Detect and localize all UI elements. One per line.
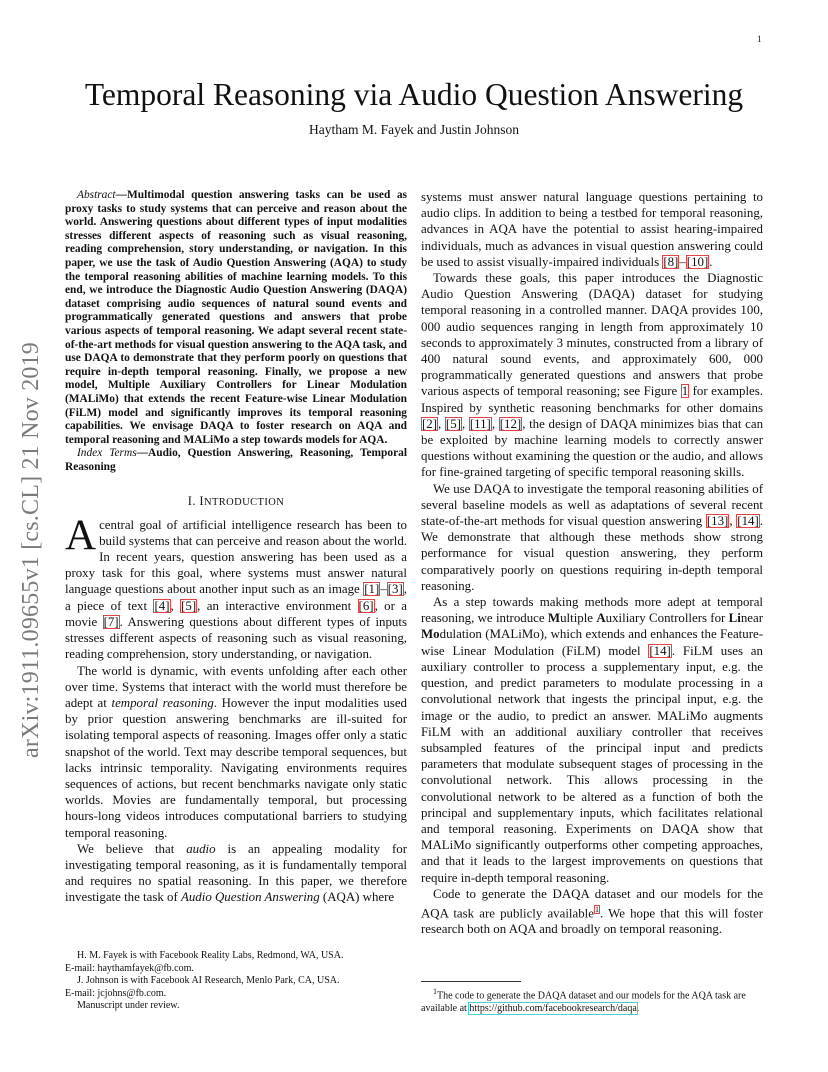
left-column bbox=[65, 189, 407, 906]
text-run: (AQA) where bbox=[319, 890, 395, 905]
citation-link[interactable]: [7] bbox=[103, 614, 119, 629]
text-run: uxiliary Controllers for bbox=[605, 611, 729, 626]
index-terms-text: Audio, Question Answering, Reasoning, Temporal Reasoning bbox=[65, 447, 407, 473]
footnote-link[interactable]: 1 bbox=[594, 904, 599, 914]
text-run: . We demonstrate that although these methods show strong performance for visual question answering, they perform comparatively poorly on questions requiring in-depth temporal reasoning. bbox=[421, 514, 763, 593]
section-number: I. bbox=[187, 494, 196, 509]
citation-link[interactable]: [12] bbox=[499, 416, 522, 431]
author-footnotes bbox=[65, 950, 407, 1013]
text-run: The code to generate the DAQA dataset and our models for the AQA task are available at bbox=[421, 990, 746, 1014]
text-run: . We hope that this will foster research both on AQA and broadly on temporal reasoning. bbox=[421, 906, 763, 937]
code-footnote bbox=[421, 986, 763, 1016]
text-run: We use DAQA to investigate the temporal reasoning abilities of several baseline models as well as adaptations of several recent state-of-the-art methods for visual question answering bbox=[421, 481, 763, 529]
abstract-label: Abstract bbox=[77, 189, 116, 201]
acronym-letter: Mo bbox=[421, 627, 440, 642]
footnote-line: E-mail: jcjohns@fb.com. bbox=[65, 987, 167, 999]
emphasis: audio bbox=[186, 841, 216, 856]
abstract: Abstract—Multimodal question answering tasks can be used as proxy tasks to study systems that can perceive and reason about the world. Answering questions about different types of input modalities stresses different aspects of reasoning such as visual reasoning, reading comprehension, story understanding, or navigation. In this paper, we use the task of Audio Question Answering (AQA) to study the temporal reasoning abilities of machine learning models. To this end, we introduce the Diagnostic Audio Question Answering (DAQA) dataset comprising audio sequences of natural sound events and programmatically generated questions and answers that probe various aspects of temporal reasoning. We adapt several recent state-of-the-art methods for visual question answering to the AQA task, and use DAQA to demonstrate that they perform poorly on questions that require in-depth temporal reasoning. Finally, we propose a new model, Multiple Auxiliary Controllers for Linear Modulation (MALiMo) that extends the recent Feature-wise Linear Modulation (FiLM) model and significantly improves its temporal reasoning capabilities. We envisage DAQA to foster research on AQA and temporal reasoning and MALiMo a step towards models for AQA. bbox=[65, 189, 407, 446]
citation-link[interactable]: [8] bbox=[663, 254, 679, 269]
intro-paragraph-1 bbox=[65, 511, 407, 663]
index-terms-label: Index Terms bbox=[77, 447, 137, 460]
text-run: We believe that bbox=[77, 841, 187, 856]
acronym-letter: Li bbox=[728, 611, 741, 626]
footnote-line: E-mail: haythamfayek@fb.com. bbox=[65, 962, 194, 974]
repository-link[interactable]: https://github.com/facebookresearch/daqa bbox=[469, 1002, 637, 1014]
citation-link[interactable]: [5] bbox=[181, 598, 197, 613]
text-run: As a step towards making methods more adept at temporal reasoning, we introduce bbox=[421, 595, 763, 626]
text-run: , bbox=[170, 598, 181, 613]
citation-link[interactable]: [5] bbox=[445, 416, 461, 431]
figure-link[interactable]: 1 bbox=[681, 384, 689, 399]
text-run: , bbox=[461, 416, 469, 431]
citation-link[interactable]: [1] bbox=[364, 582, 380, 597]
acronym-letter: A bbox=[596, 611, 606, 626]
citation-link[interactable]: [14] bbox=[737, 514, 759, 529]
footnote-line bbox=[421, 986, 763, 1016]
citation-link[interactable]: [3] bbox=[387, 582, 403, 597]
text-run: Code to generate the DAQA dataset and our models for the AQA task are publicly available bbox=[421, 886, 763, 921]
text-run: systems must answer natural language questions pertaining to audio clips. In addition to being a testbed for temporal reasoning, advances in AQA have the potential to assist hearing-impaired individuals, much as advances in visual question answering could be used to assist visually-impaired individuals bbox=[421, 190, 763, 269]
text-run: – bbox=[380, 582, 387, 597]
citation-link[interactable]: [13] bbox=[706, 514, 729, 529]
citation-link[interactable]: [11] bbox=[469, 416, 491, 431]
citation-link[interactable]: [4] bbox=[154, 598, 170, 613]
text-run: near bbox=[740, 611, 764, 626]
text-run: dulation (MALiMo), which extends and enhances the Feature-wise Linear Modulation (FiLM) model bbox=[421, 627, 763, 658]
text-run: , an interactive environment bbox=[197, 598, 358, 613]
text-run: . bbox=[709, 254, 713, 269]
footnote-mark: 1 bbox=[433, 987, 437, 996]
emphasis: temporal reasoning bbox=[111, 695, 214, 710]
text-run: . Answering questions about different types of inputs stresses different aspects of reasoning such as visual reasoning, reading comprehension, story understanding, or navigation. bbox=[65, 614, 407, 662]
drop-cap: A bbox=[65, 511, 97, 559]
text-run: central goal of artificial intelligence research has been to build systems that can perceive and reason about the world. In recent years, question answering has been used as a proxy task for this goal, where systems must answer natural language questions about another input such as an image bbox=[65, 517, 407, 597]
text-run: – bbox=[679, 254, 686, 269]
right-paragraph-4 bbox=[421, 886, 763, 938]
text-run: for examples. Inspired by synthetic reasoning benchmarks for other domains bbox=[421, 384, 763, 415]
citation-link[interactable]: [10] bbox=[686, 254, 709, 269]
right-paragraph-2 bbox=[421, 481, 763, 594]
paper-title: Temporal Reasoning via Audio Question Answering bbox=[84, 77, 744, 112]
text-run: , or a movie bbox=[65, 598, 407, 629]
page-number: 1 bbox=[757, 34, 762, 44]
text-run: . FiLM uses an auxiliary controller to process a supplementary input, e.g. the question, and predict parameters to modulate processing in a convolutional network that ingests the principal input, e.g. the image or the audio, to predict an answer. MALiMo augments FiLM with an additional auxiliary controller that receives subsampled features of the principal input and predicts parameters that modulate subsequent stages of processing in the convolutional network. This allows processing in the convolutional network to be altered as a function of both the principal and supplementary inputs, which facilitates relational and temporal reasoning. Experiments on DAQA show that MALiMo significantly outperforms other competing approaches, and that it leads to the largest improvements on questions that require in-depth temporal reasoning. bbox=[421, 643, 763, 885]
footnote-line: H. M. Fayek is with Facebook Reality Labs, Redmond, WA, USA. bbox=[77, 950, 344, 961]
right-paragraph-0 bbox=[421, 189, 763, 270]
paper-authors: Haytham M. Fayek and Justin Johnson bbox=[309, 122, 519, 137]
citation-link[interactable]: [14] bbox=[649, 643, 671, 658]
intro-paragraph-3 bbox=[65, 841, 407, 906]
intro-paragraph-2 bbox=[65, 663, 407, 841]
text-run: , bbox=[438, 416, 445, 431]
citation-link[interactable]: [2] bbox=[422, 416, 438, 431]
section-title-initial: I bbox=[199, 494, 204, 509]
right-paragraph-3 bbox=[421, 594, 763, 886]
text-run: . However the input modalities used by prior question answering benchmarks are ill-suited for isolating temporal aspects of reasoning. Images offer only a static snapshot of the world. Text may describe temporal sequences, but lacks intrinsic temporality. Navigating environments requires sequences of actions, but recent benchmarks navigate only static worlds. Movies are fundamentally temporal, but processing hours-long videos introduces computational barriers to studying temporal reasoning. bbox=[65, 695, 407, 840]
acronym-letter: M bbox=[547, 611, 561, 626]
text-run: , the design of DAQA minimizes bias that can be exploited by machine learning models to correctly answer questions without examining the question or the audio, and allows for fine-grained targeting of specific temporal reasoning skills. bbox=[421, 416, 764, 480]
section-heading-introduction bbox=[65, 493, 407, 511]
footnote-rule bbox=[421, 981, 521, 982]
section-title-rest: NTRODUCTION bbox=[203, 497, 285, 509]
text-run: , a piece of text bbox=[65, 582, 407, 613]
text-run: , bbox=[491, 416, 499, 431]
text-run: Towards these goals, this paper introduces the Diagnostic Audio Question Answering (DAQA) dataset for studying temporal reasoning in a controlled manner. DAQA provides 100, 000 audio sequences ranging in length from approximately 10 seconds to approximately 3 minutes, constructed from a library of 400 natural sound events, and approximately 600, 000 programmatically generated questions and answers that probe various aspects of temporal reasoning; see Figure bbox=[421, 271, 763, 399]
text-run: The world is dynamic, with events unfolding after each other over time. Systems that interact with the world must therefore be adept at bbox=[65, 663, 407, 710]
text-run: . bbox=[636, 1002, 640, 1014]
text-run: , bbox=[729, 514, 737, 529]
footnote-line: J. Johnson is with Facebook AI Research, Menlo Park, CA, USA. bbox=[77, 975, 340, 987]
abstract-text: Multimodal question answering tasks can be used as proxy tasks to study systems that can perceive and reason about the world. Answering questions about different types of input modalities stresses different aspects of reasoning such as visual reasoning, reading comprehension, story understanding, or navigation. In this paper, we use the task of Audio Question Answering (AQA) to study the temporal reasoning abilities of machine learning models. To this end, we introduce the Diagnostic Audio Question Answering (DAQA) dataset comprising audio sequences of natural sound events and programmatically generated questions and answers that probe various aspects of temporal reasoning. We adapt several recent state-of-the-art methods for visual question answering to the AQA task, and use DAQA to demonstrate that they perform poorly on questions that require in-depth temporal reasoning. Finally, we propose a new model, Multiple Auxiliary Controllers for Linear Modulation (MALiMo) that extends the recent Feature-wise Linear Modulation (FiLM) model and significantly improves its temporal reasoning capabilities. We envisage DAQA to foster research on AQA and temporal reasoning and MALiMo a step towards models for AQA. bbox=[65, 189, 407, 446]
right-paragraph-1 bbox=[421, 270, 763, 481]
index-terms: Index Terms—Audio, Question Answering, Reasoning, Temporal Reasoning bbox=[65, 447, 407, 473]
footnote-line: Manuscript under review. bbox=[77, 1000, 180, 1012]
emphasis: Audio Question Answering bbox=[180, 890, 320, 905]
right-column bbox=[421, 189, 763, 938]
text-run: ultiple bbox=[560, 611, 597, 626]
text-run: is an appealing modality for investigating temporal reasoning, as it is fundamentally temporal and requires no spatial reasoning. In this paper, we therefore investigate the task of bbox=[65, 841, 407, 905]
citation-link[interactable]: [6] bbox=[358, 598, 374, 613]
arxiv-stamp: arXiv:1911.09655v1 [cs.CL] 21 Nov 2019 bbox=[18, 342, 44, 758]
